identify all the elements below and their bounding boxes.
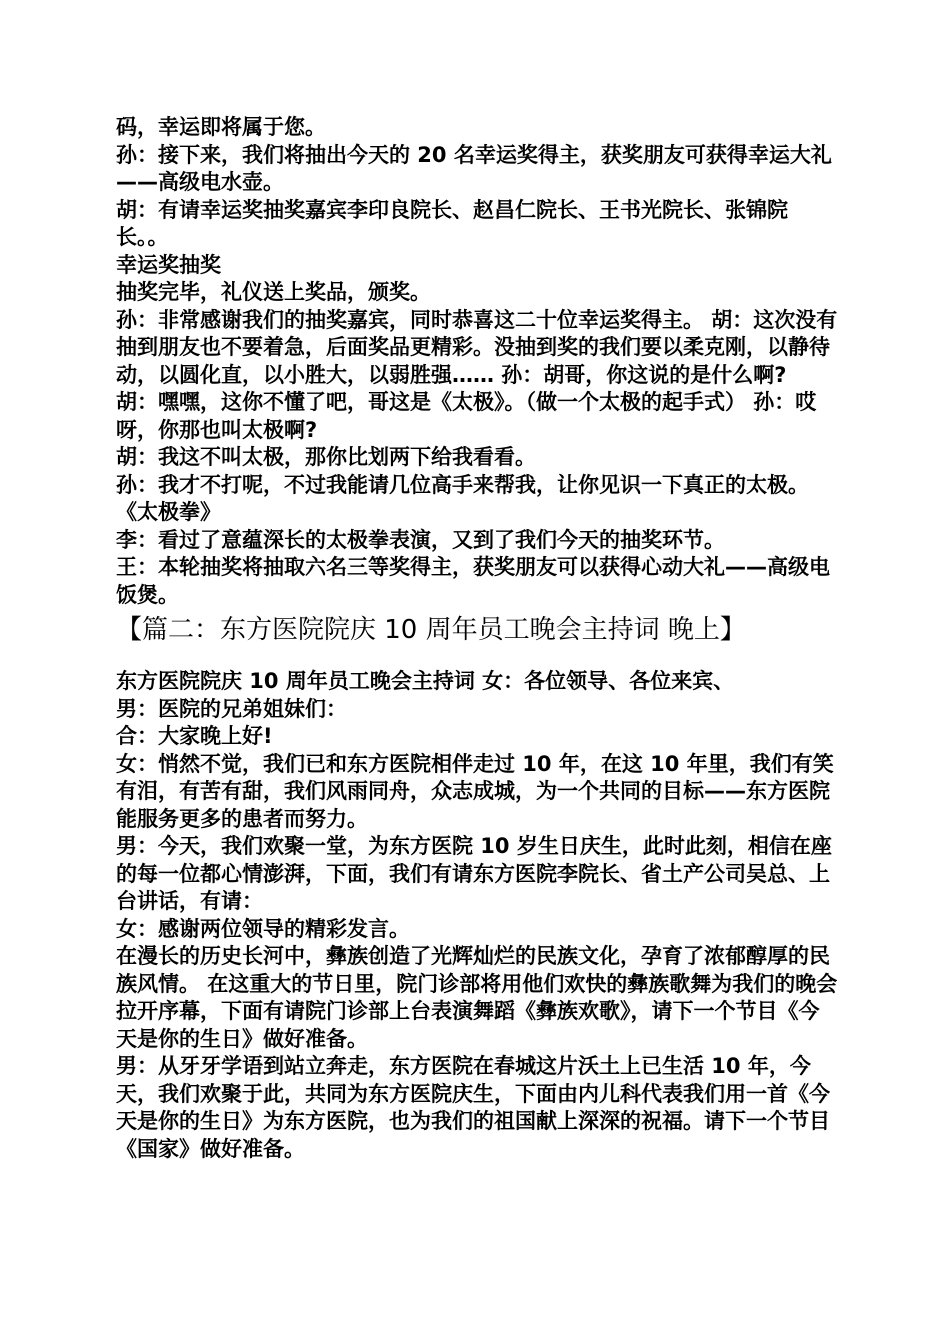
- paragraph-title-line: 东方医院院庆 10 周年员工晚会主持词 女：各位领导、各位来宾、: [116, 669, 735, 693]
- paragraph-hu-invite-guests: 胡：有请幸运奖抽奖嘉宾李印良院长、赵昌仁院长、王书光院长、张锦院长。。: [116, 197, 788, 249]
- paragraph-taiji-program: 《太极拳》: [116, 500, 221, 524]
- paragraph-female-10-years: 女：悄然不觉，我们已和东方医院相伴走过 10 年，在这 10 年里，我们有笑有泪，有苦有甜，我们风雨同舟，众志成城，为一个共同的目标——东方医院能服务更多的患者而努力。: [116, 751, 834, 831]
- paragraph-lucky-draw: 幸运奖抽奖: [116, 252, 221, 277]
- part-one: [116, 114, 838, 609]
- paragraph-female-thanks: 女：感谢两位领导的精彩发言。: [116, 916, 410, 941]
- paragraph-hu-not-taiji: 胡：我这不叫太极，那你比划两下给我看看。: [116, 445, 536, 469]
- paragraph-male-greeting: 男：医院的兄弟姐妹们：: [116, 696, 347, 721]
- paragraph-together: 合：大家晚上好!: [116, 724, 273, 748]
- section-heading: 【篇二：东方医院院庆 10 周年员工晚会主持词 晚上】: [116, 615, 746, 645]
- paragraph-sun-masters: 孙：我才不打呢，不过我能请几位高手来帮我，让你见识一下真正的太极。: [116, 472, 809, 497]
- paragraph-wang-third-prize: 王：本轮抽奖将抽取六名三等奖得主，获奖朋友可以获得心动大礼——高级电饭煲。: [116, 555, 830, 607]
- paragraph-draw-finished: 抽奖完毕，礼仪送上奖品，颁奖。: [116, 280, 431, 304]
- part-two: [116, 668, 838, 1163]
- paragraph-yi-dance: 在漫长的历史长河中，彝族创造了光辉灿烂的民族文化，孕育了浓郁醇厚的民族风情。 在这重大的节日里，院门诊部将用他们欢快的彝族歌舞为我们的晚会拉开序幕，下面有请院门诊部上台表演舞蹈《彝族欢歌》，请下一个节目《今天是你的生日》做好准备。: [116, 944, 838, 1051]
- paragraph-sun-draw-20: 孙：接下来，我们将抽出今天的 20 名幸运奖得主，获奖朋友可获得幸运大礼——高级电水壶。: [116, 142, 832, 194]
- document-page: [116, 114, 838, 1163]
- paragraph-sun-thanks: 孙：非常感谢我们的抽奖嘉宾，同时恭喜这二十位幸运奖得主。 胡：这次没有抽到朋友也不要着急，后面奖品更精彩。没抽到奖的我们要以柔克刚，以静待动，以圆化直，以小胜大，以弱胜强…… 孙：胡哥，你这说的是什么啊?: [116, 307, 838, 387]
- paragraph-male-birthday: 男：今天，我们欢聚一堂，为东方医院 10 岁生日庆生，此时此刻，相信在座的每一位都心情澎湃，下面，我们有请东方医院李院长、省土产公司吴总、上台讲话，有请：: [116, 834, 832, 913]
- paragraph-lucky-intro: 码，幸运即将属于您。: [116, 115, 326, 139]
- paragraph-male-song: 男：从牙牙学语到站立奔走，东方医院在春城这片沃土上已生活 10 年，今天，我们欢聚于此，共同为东方医院庆生，下面由内儿科代表我们用一首《今天是你的生日》为东方医院，也为我们的祖国献上深深的祝福。请下一个节目《国家》做好准备。: [116, 1054, 830, 1161]
- paragraph-li-draw: 李：看过了意蕴深长的太极拳表演，又到了我们今天的抽奖环节。: [116, 527, 725, 552]
- paragraph-hu-taiji: 胡：嘿嘿，这你不懂了吧，哥这是《太极》。（做一个太极的起手式） 孙：哎呀，你那也叫太极啊?: [116, 390, 817, 442]
